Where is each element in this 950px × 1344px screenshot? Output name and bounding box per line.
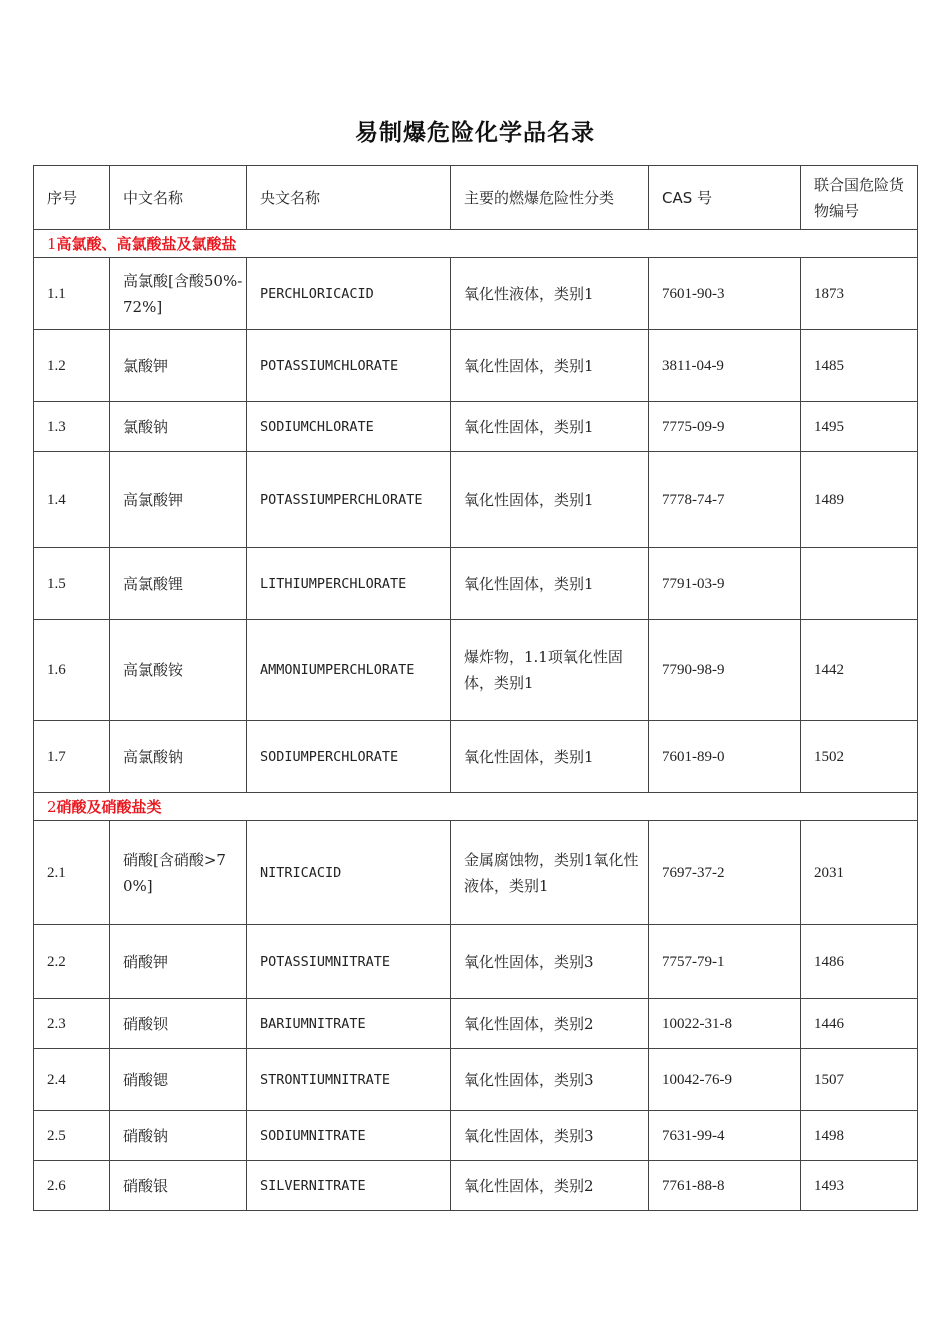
serial-cell: 1.1 xyxy=(34,258,110,330)
serial-cell: 2.6 xyxy=(34,1161,110,1211)
section-title xyxy=(34,793,918,821)
hazard-class-cell: 氧化性固体，类别3 xyxy=(451,925,649,999)
cas-number-cell: 7778-74-7 xyxy=(649,452,801,548)
hazard-class-cell: 氧化性固体，类别1 xyxy=(451,452,649,548)
table-row xyxy=(34,925,918,999)
cas-number-cell: 7791-03-9 xyxy=(649,548,801,620)
hazard-class-cell: 氧化性液体，类别1 xyxy=(451,258,649,330)
english-name-cell: SODIUMPERCHLORATE xyxy=(247,721,451,793)
cas-number-cell: 7601-89-0 xyxy=(649,721,801,793)
english-name-cell: PERCHLORICACID xyxy=(247,258,451,330)
un-number-cell: 1495 xyxy=(801,402,918,452)
section-title xyxy=(34,230,918,258)
chinese-name-cell: 高氯酸钾 xyxy=(110,452,247,548)
cas-number-cell: 3811-04-9 xyxy=(649,330,801,402)
chinese-name-cell: 高氯酸铵 xyxy=(110,620,247,721)
header-cell: 中文名称 xyxy=(110,166,247,230)
serial-cell: 2.3 xyxy=(34,999,110,1049)
serial-cell: 1.7 xyxy=(34,721,110,793)
un-number-cell: 1498 xyxy=(801,1111,918,1161)
hazard-class-cell: 金属腐蚀物，类别1氧化性液体，类别1 xyxy=(451,821,649,925)
cas-number-cell: 7631-99-4 xyxy=(649,1111,801,1161)
chinese-name-cell: 高氯酸锂 xyxy=(110,548,247,620)
header-cell: 主要的燃爆危险性分类 xyxy=(451,166,649,230)
chinese-name-cell: 高氯酸[含酸50%-72%] xyxy=(110,258,247,330)
un-number-cell: 1442 xyxy=(801,620,918,721)
chinese-name-cell: 硝酸钡 xyxy=(110,999,247,1049)
section-number: 2 xyxy=(47,797,57,816)
english-name-cell: AMMONIUMPERCHLORATE xyxy=(247,620,451,721)
english-name-cell: POTASSIUMCHLORATE xyxy=(247,330,451,402)
un-number-cell: 1446 xyxy=(801,999,918,1049)
table-header-row xyxy=(34,166,918,230)
english-name-cell: SODIUMNITRATE xyxy=(247,1111,451,1161)
cas-number-cell: 7697-37-2 xyxy=(649,821,801,925)
hazard-class-cell: 氧化性固体，类别2 xyxy=(451,1161,649,1211)
cas-number-cell: 10022-31-8 xyxy=(649,999,801,1049)
un-number-cell: 2031 xyxy=(801,821,918,925)
header-cell: 联合国危险货物编号 xyxy=(801,166,918,230)
un-number-cell: 1485 xyxy=(801,330,918,402)
header-cell: 央文名称 xyxy=(247,166,451,230)
cas-number-cell: 7757-79-1 xyxy=(649,925,801,999)
table-row xyxy=(34,548,918,620)
header-cell: CAS 号 xyxy=(649,166,801,230)
english-name-cell: LITHIUMPERCHLORATE xyxy=(247,548,451,620)
cas-number-cell: 7790-98-9 xyxy=(649,620,801,721)
serial-cell: 2.4 xyxy=(34,1049,110,1111)
chinese-name-cell: 硝酸钠 xyxy=(110,1111,247,1161)
cas-number-cell: 10042-76-9 xyxy=(649,1049,801,1111)
serial-cell: 1.6 xyxy=(34,620,110,721)
serial-cell: 2.1 xyxy=(34,821,110,925)
hazard-class-cell: 氧化性固体，类别3 xyxy=(451,1111,649,1161)
serial-cell: 1.3 xyxy=(34,402,110,452)
serial-cell: 2.2 xyxy=(34,925,110,999)
chinese-name-cell: 硝酸钾 xyxy=(110,925,247,999)
hazard-class-cell: 氧化性固体，类别3 xyxy=(451,1049,649,1111)
serial-cell: 1.5 xyxy=(34,548,110,620)
chinese-name-cell: 硝酸[含硝酸>70%] xyxy=(110,821,247,925)
chinese-name-cell: 氯酸钾 xyxy=(110,330,247,402)
table-row xyxy=(34,1049,918,1111)
un-number-cell xyxy=(801,548,918,620)
table-row xyxy=(34,721,918,793)
table-row xyxy=(34,999,918,1049)
hazard-class-cell: 氧化性固体，类别2 xyxy=(451,999,649,1049)
english-name-cell: NITRICACID xyxy=(247,821,451,925)
english-name-cell: POTASSIUMPERCHLORATE xyxy=(247,452,451,548)
hazard-class-cell: 氧化性固体，类别1 xyxy=(451,402,649,452)
section-label: 高氯酸、高氯酸盐及氯酸盐 xyxy=(56,234,237,253)
table-row xyxy=(34,402,918,452)
chinese-name-cell: 硝酸银 xyxy=(110,1161,247,1211)
section-number: 1 xyxy=(47,234,57,253)
serial-cell: 1.4 xyxy=(34,452,110,548)
english-name-cell: SODIUMCHLORATE xyxy=(247,402,451,452)
table-row xyxy=(34,258,918,330)
table-row xyxy=(34,330,918,402)
chinese-name-cell: 高氯酸钠 xyxy=(110,721,247,793)
un-number-cell: 1486 xyxy=(801,925,918,999)
table-row xyxy=(34,620,918,721)
un-number-cell: 1507 xyxy=(801,1049,918,1111)
chemicals-table xyxy=(33,165,918,1211)
table-row xyxy=(34,452,918,548)
table-row xyxy=(34,821,918,925)
serial-cell: 1.2 xyxy=(34,330,110,402)
english-name-cell: BARIUMNITRATE xyxy=(247,999,451,1049)
english-name-cell: STRONTIUMNITRATE xyxy=(247,1049,451,1111)
un-number-cell: 1873 xyxy=(801,258,918,330)
chinese-name-cell: 氯酸钠 xyxy=(110,402,247,452)
serial-cell: 2.5 xyxy=(34,1111,110,1161)
chinese-name-cell: 硝酸锶 xyxy=(110,1049,247,1111)
cas-number-cell: 7761-88-8 xyxy=(649,1161,801,1211)
hazard-class-cell: 爆炸物，1.1项氧化性固体，类别1 xyxy=(451,620,649,721)
hazard-class-cell: 氧化性固体，类别1 xyxy=(451,548,649,620)
header-cell: 序号 xyxy=(34,166,110,230)
section-header-row xyxy=(34,793,918,821)
hazard-class-cell: 氧化性固体，类别1 xyxy=(451,721,649,793)
english-name-cell: POTASSIUMNITRATE xyxy=(247,925,451,999)
page-title: 易制爆危险化学品名录 xyxy=(355,120,595,146)
cas-number-cell: 7775-09-9 xyxy=(649,402,801,452)
hazard-class-cell: 氧化性固体，类别1 xyxy=(451,330,649,402)
english-name-cell: SILVERNITRATE xyxy=(247,1161,451,1211)
table-row xyxy=(34,1111,918,1161)
table-row xyxy=(34,1161,918,1211)
section-header-row xyxy=(34,230,918,258)
un-number-cell: 1489 xyxy=(801,452,918,548)
un-number-cell: 1493 xyxy=(801,1161,918,1211)
cas-number-cell: 7601-90-3 xyxy=(649,258,801,330)
section-label: 硝酸及硝酸盐类 xyxy=(56,797,162,816)
un-number-cell: 1502 xyxy=(801,721,918,793)
